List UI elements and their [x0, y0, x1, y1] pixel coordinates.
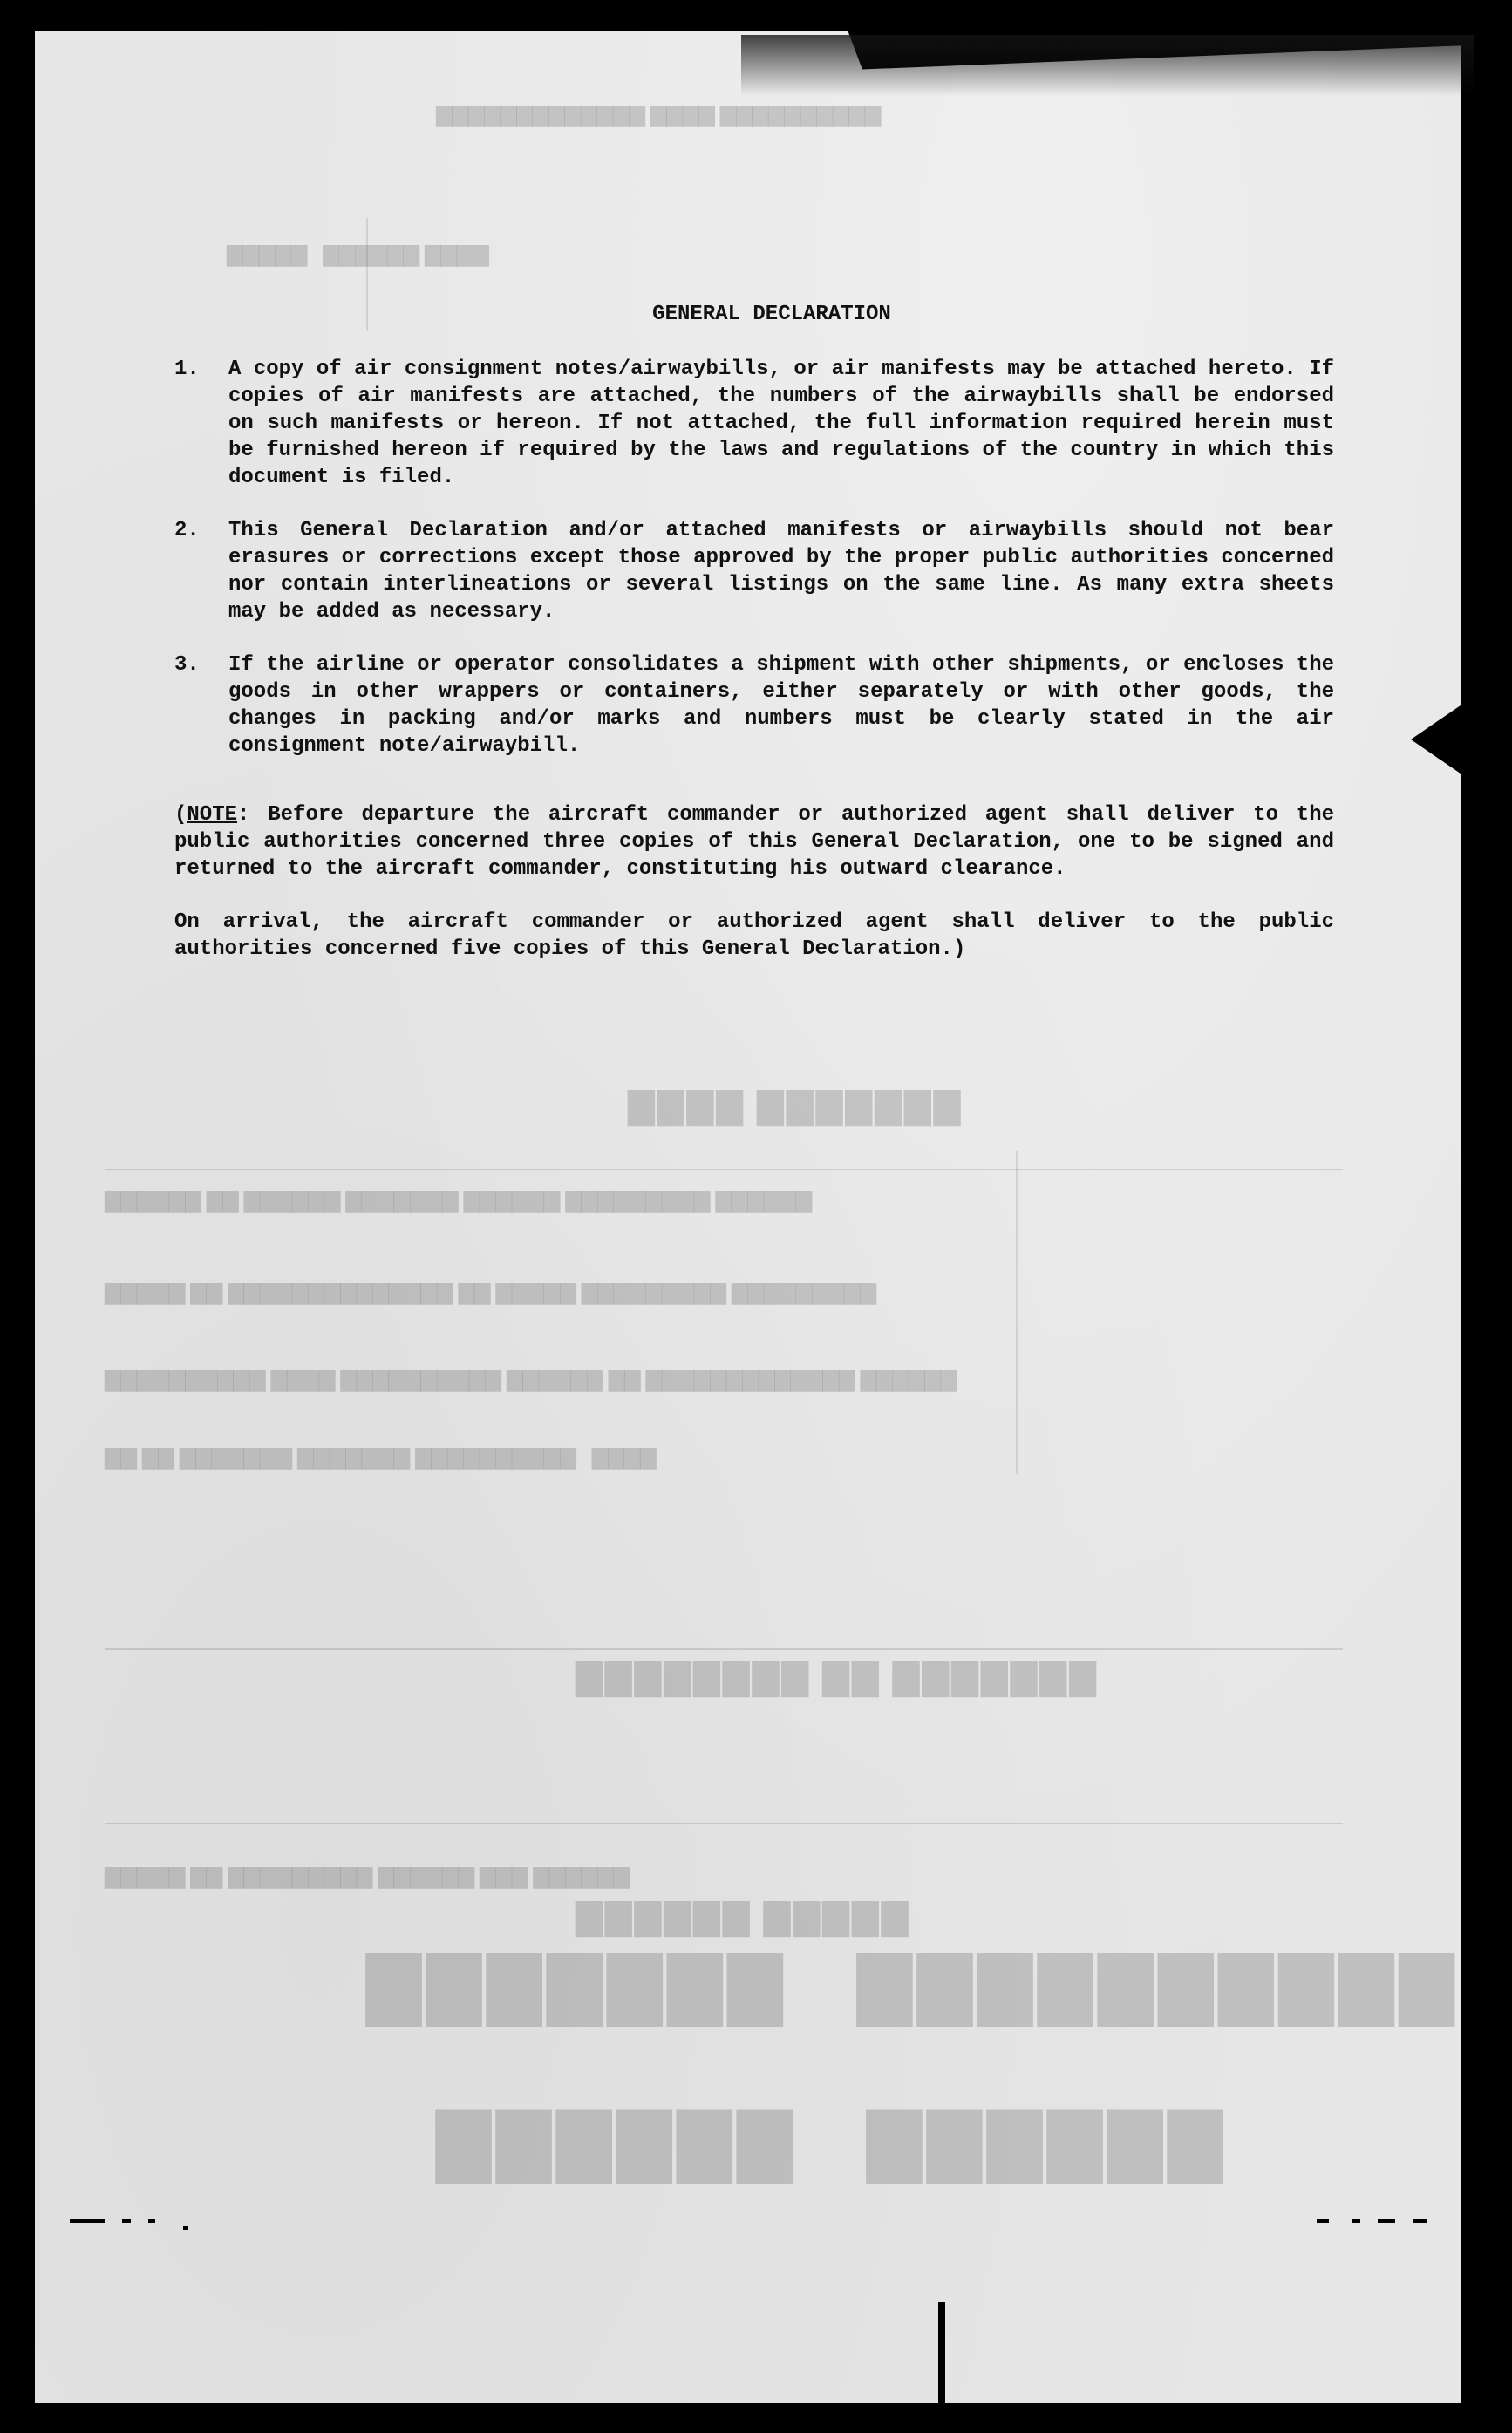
note-paragraph — [174, 801, 1334, 883]
note-label: NOTE — [187, 803, 238, 827]
bleed-through-text: ▇▇▇▇▇▇▇▇▇▇▇▇▇ ▇▇▇▇ ▇▇▇▇▇▇▇▇▇▇ — [436, 106, 882, 128]
paper-edge-tear — [1411, 698, 1472, 781]
bleed-through-text: ▇▇▇▇▇ ▇▇ ▇▇▇▇▇▇▇▇▇ ▇▇▇▇▇▇ ▇▇▇ ▇▇▇▇▇▇ — [105, 1867, 630, 1890]
arrival-paragraph: On arrival, the aircraft commander or authorized agent shall deliver to the public authorities concerned five copies of this General Declaration.) — [174, 910, 1334, 961]
bleed-through-heading: ▇▇▇▇ ▇▇▇▇▇▇▇ — [628, 1091, 964, 1130]
item-text: This General Declaration and/or attached manifests or airwaybills should not bear erasures or corrections except those approved by the proper public authorities concerned nor contain interlineations or several listings on the same line. As many extra sheets may be added as necessary. — [228, 519, 1334, 624]
item-number: 2. — [174, 519, 200, 542]
paper-edge-mark — [938, 2302, 945, 2433]
bleed-through-rule — [105, 1823, 1343, 1824]
bleed-through-stamp: ▇▇▇▇▇▇ ▇▇▇▇▇ — [576, 1902, 911, 1941]
bleed-through-text: ▇▇▇▇▇▇▇▇▇▇ ▇▇▇▇ ▇▇▇▇▇▇▇▇▇▇ ▇▇▇▇▇▇ ▇▇ ▇▇▇▇▇▇▇▇▇▇▇▇▇ ▇▇▇▇▇▇ — [105, 1370, 957, 1393]
list-item — [174, 517, 1334, 625]
bleed-through-text: ▇▇▇▇▇ ▇▇▇▇▇▇ ▇▇▇▇ — [227, 245, 489, 268]
note-text: : Before departure the aircraft commander or authorized agent shall deliver to the public authorities concerned three copies of this General Declaration, one to be signed and returned to the aircraft commander, constituting his outward clearance. — [174, 803, 1334, 881]
bleed-through-rule — [105, 1169, 1343, 1170]
list-item — [174, 356, 1334, 491]
bleed-through-heading: ▇▇▇▇▇▇ ▇▇▇▇▇▇ — [436, 2112, 1229, 2191]
bottom-edge-specks — [70, 2219, 1430, 2246]
paper-fold-shadow — [741, 35, 1474, 96]
bleed-through-text: ▇▇ ▇▇ ▇▇▇▇▇▇▇ ▇▇▇▇▇▇▇ ▇▇▇▇▇▇▇▇▇▇ ▇▇▇▇ — [105, 1448, 657, 1471]
item-number: 1. — [174, 358, 200, 381]
bleed-through-rule — [105, 1648, 1343, 1650]
item-text: If the airline or operator consolidates a shipment with other shipments, or encloses the goods in other wrappers or containers, either separately or with other goods, the changes in packing and/or marks and numbers must be clearly stated in the air consignment note/airwaybill. — [228, 653, 1334, 758]
item-number: 3. — [174, 653, 200, 677]
declaration-body — [174, 301, 1334, 963]
bleed-through-heading: ▇▇▇▇▇▇▇ ▇▇▇▇▇▇▇▇▇▇ — [366, 1955, 1460, 2034]
list-item — [174, 651, 1334, 760]
note-open-paren: ( — [174, 803, 187, 827]
bleed-through-text: ▇▇▇▇▇▇ ▇▇ ▇▇▇▇▇▇ ▇▇▇▇▇▇▇ ▇▇▇▇▇▇ ▇▇▇▇▇▇▇▇▇ ▇▇▇▇▇▇ — [105, 1191, 813, 1214]
page-title: GENERAL DECLARATION — [652, 303, 891, 326]
bleed-through-heading: ▇▇▇▇▇▇▇▇ ▇▇ ▇▇▇▇▇▇▇ — [576, 1662, 1099, 1701]
bleed-through-text: ▇▇▇▇▇ ▇▇ ▇▇▇▇▇▇▇▇▇▇▇▇▇▇ ▇▇ ▇▇▇▇▇ ▇▇▇▇▇▇▇▇▇ ▇▇▇▇▇▇▇▇▇ — [105, 1283, 877, 1305]
item-text: A copy of air consignment notes/airwaybills, or air manifests may be attached hereto. If copies of air manifests are attached, the numbers of the airwaybills shall be endorsed on such manifests or hereon. If not attached, the full information required herein must be furnished hereon if required by the laws and regulations of the country in which this document is filed. — [228, 358, 1334, 489]
bleed-through-rule — [1016, 1151, 1018, 1474]
